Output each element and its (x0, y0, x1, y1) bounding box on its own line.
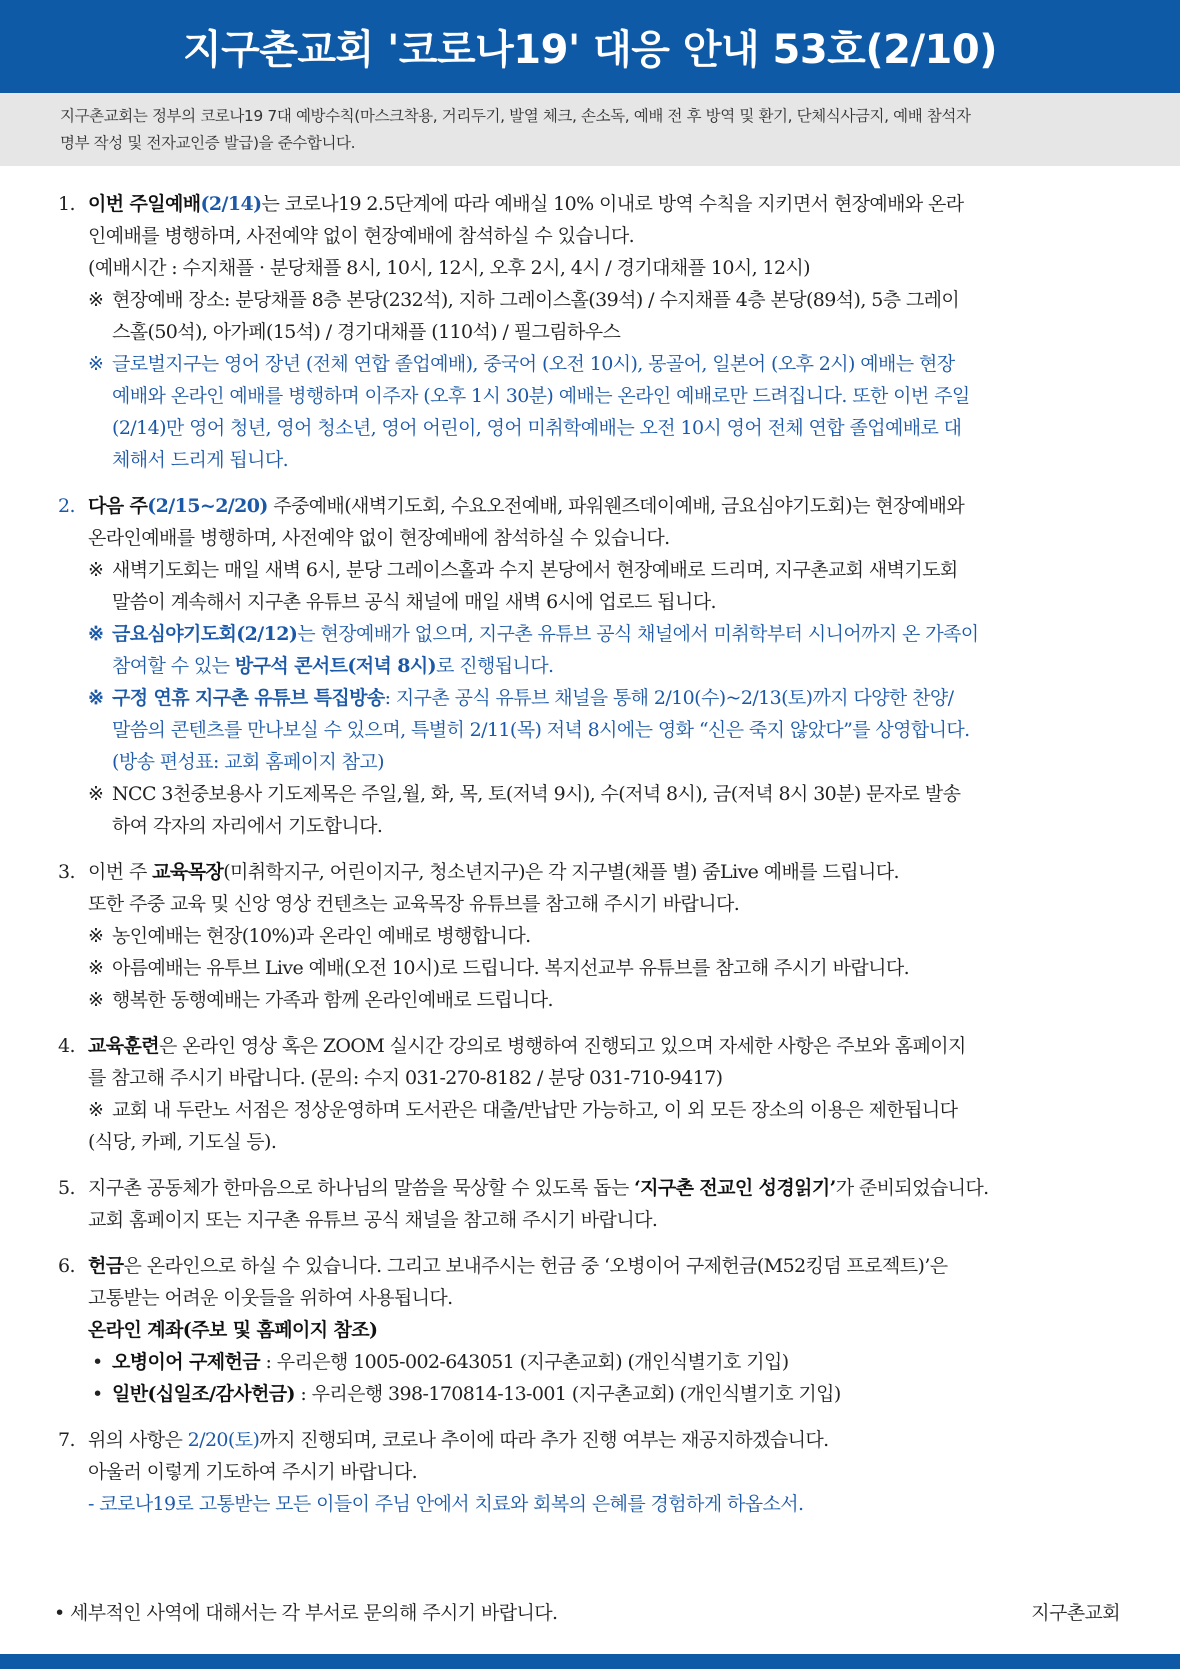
account-item: • 일반(십일조/감사헌금) : 우리은행 398-170814-13-001 (지구촌교회) (개인식별기호 기입) (88, 1378, 1128, 1410)
note-mark-icon: ※ (88, 687, 104, 709)
highlight-text: 헌금 (88, 1255, 124, 1277)
page-title: 지구촌교회 '코로나19' 대응 안내 53호(2/10) (0, 0, 1180, 93)
note-item: ※ NCC 3천중보용사 기도제목은 주일,월, 화, 목, 토(저녁 9시), 수(저녁 8시), 금(저녁 8시 30분) 문자로 발송 하여 각자의 자리에서 기도합니다. (88, 778, 1128, 842)
note-item: ※ 교회 내 두란노 서점은 정상운영하며 도서관은 대출/반납만 가능하고, 이 외 모든 장소의 이용은 제한됩니다 (88, 1094, 1128, 1126)
prayer-line: - 코로나19로 고통받는 모든 이들이 주님 안에서 치료와 회복의 은혜를 경험하게 하옵소서. (88, 1493, 804, 1515)
note-item-special: ※ 구정 연휴 지구촌 유튜브 특집방송: 지구촌 공식 유튜브 채널을 통해 2/10(수)~2/13(토)까지 다양한 찬양/ 말씀의 콘텐츠를 만나보실 수 있으며, 특별히 2/11(목) 저녁 8시에는 영화 “신은 죽지 않았다”를 상영합니다. (방송 편성표: 교회 홈페이지 참고) (88, 682, 1128, 778)
note-mark-icon: ※ (88, 353, 104, 375)
note-mark-icon: ※ (88, 559, 104, 581)
section-number: 4. (58, 1035, 75, 1057)
section-5: 5. 지구촌 공동체가 한마음으로 하나님의 말씀을 묵상할 수 있도록 돕는 ‘지구촌 전교인 성경읽기’가 준비되었습니다. 교회 홈페이지 또는 지구촌 유튜브 공식 채널을 참고해 주시기 바랍니다. (58, 1172, 1128, 1236)
announcement-list (58, 188, 1128, 1534)
account-item: • 오병이어 구제헌금 : 우리은행 1005-002-643051 (지구촌교회) (개인식별기호 기입) (88, 1346, 1128, 1378)
bullet-icon: • (92, 1383, 103, 1405)
section-number: 1. (58, 193, 75, 215)
service-times: (예배시간 : 수지채플 · 분당채플 8시, 10시, 12시, 오후 2시, 4시 / 경기대채플 10시, 12시) (88, 257, 810, 279)
note-item: ※ 농인예배는 현장(10%)과 온라인 예배로 병행합니다. (88, 920, 1128, 952)
note-mark-icon: ※ (88, 989, 104, 1011)
account-heading: 온라인 계좌(주보 및 홈페이지 참조) (88, 1319, 378, 1341)
section-4: 4. 교육훈련은 온라인 영상 혹은 ZOOM 실시간 강의로 병행하여 진행되고 있으며 자세한 사항은 주보와 홈페이지 를 참고해 주시기 바랍니다. (문의: 수지 031-270-8182 / 분당 031-710-9417) ※ 교회 내 두란노 서점은 정상운영하며 도서관은 대출/반납만 가능하고, 이 외 모든 장소의 이용은 제한됩니다 (식당, 카페, 기도실 등). (58, 1030, 1128, 1158)
section-7: 7. 위의 사항은 2/20(토)까지 진행되며, 코로나 추이에 따라 추가 진행 여부는 재공지하겠습니다. 아울러 이렇게 기도하여 주시기 바랍니다. - 코로나19로 고통받는 모든 이들이 주님 안에서 치료와 회복의 은혜를 경험하게 하옵소서. (58, 1424, 1128, 1520)
highlight-text: 다음 주 (88, 495, 148, 517)
note-item-friday: ※ 금요심야기도회(2/12)는 현장예배가 없으며, 지구촌 유튜브 공식 채널에서 미취학부터 시니어까지 온 가족이 참여할 수 있는 방구석 콘서트(저녁 8시)로 진행됩니다. (88, 618, 1128, 682)
section-number: 7. (58, 1429, 75, 1451)
note-item-global: ※ 글로벌지구는 영어 장년 (전체 연합 졸업예배), 중국어 (오전 10시), 몽골어, 일본어 (오후 2시) 예배는 현장 예배와 온라인 예배를 병행하며 이주자 (오후 1시 30분) 예배는 온라인 예배로만 드려집니다. 또한 이번 주일 (2/14)만 영어 청년, 영어 청소년, 영어 어린이, 영어 미취학예배는 오전 10시 영어 전체 연합 졸업예배로 대 체해서 드리게 됩니다. (88, 348, 1128, 476)
highlight-text: 교육훈련 (88, 1035, 160, 1057)
bottom-bar (0, 1654, 1180, 1669)
highlight-text: 교육목장 (152, 861, 224, 883)
note-mark-icon: ※ (88, 623, 104, 645)
highlight-text: ‘지구촌 전교인 성경읽기’ (634, 1177, 836, 1199)
section-2: 2. 다음 주(2/15~2/20) 주중예배(새벽기도회, 수요오전예배, 파워웬즈데이예배, 금요심야기도회)는 현장예배와 온라인예배를 병행하며, 사전예약 없이 현장예배에 참석하실 수 있습니다. ※ 새벽기도회는 매일 새벽 6시, 분당 그레이스홀과 수지 본당에서 현장예배로 드리며, 지구촌교회 새벽기도회 말씀이 계속해서 지구촌 유튜브 공식 채널에 매일 새벽 6시에 업로드 됩니다. ※ 금요심야기도회(2/12)는 현장예배가 없으며, 지구촌 유튜브 공식 채널에서 미취학부터 시니어까지 온 가족이 참여할 수 있는 방구석 콘서트(저녁 8시)로 진행됩니다. ※ 구정 연휴 지구촌 유튜브 특집방송: 지구촌 공식 유튜브 채널을 통해 2/10(수)~2/13(토)까지 다양한 찬양/ 말씀의 콘텐츠를 만나보실 수 있으며, 특별히 2/11(목) 저녁 8시에는 영화 “신은 죽지 않았다”를 상영합니다. (방송 편성표: 교회 홈페이지 참고) ※ NCC 3천중보용사 기도제목은 주일,월, 화, 목, 토(저녁 9시), 수(저녁 8시), 금(저녁 8시 30분) 문자로 발송 하여 각자의 자리에서 기도합니다. (58, 490, 1128, 842)
notice-box (0, 93, 1180, 166)
section-number: 3. (58, 861, 75, 883)
notice-line: 지구촌교회는 정부의 코로나19 7대 예방수칙(마스크착용, 거리두기, 발열 체크, 손소독, 예배 전 후 방역 및 환기, 단체식사금지, 예배 참석자 (60, 107, 971, 125)
note-mark-icon: ※ (88, 783, 104, 805)
note-mark-icon: ※ (88, 925, 104, 947)
notice-line: 명부 작성 및 전자교인증 발급)을 준수합니다. (60, 134, 356, 152)
bullet-icon: • (92, 1351, 103, 1373)
note-mark-icon: ※ (88, 957, 104, 979)
section-number: 5. (58, 1177, 75, 1199)
highlight-date: (2/14) (200, 193, 262, 215)
footer-signature: 지구촌교회 (1031, 1602, 1120, 1624)
section-number: 2. (58, 495, 75, 517)
section-6: 6. 헌금은 온라인으로 하실 수 있습니다. 그리고 보내주시는 헌금 중 ‘오병이어 구제헌금(M52킹덤 프로젝트)’은 고통받는 어려운 이웃들을 위하여 사용됩니다. 온라인 계좌(주보 및 홈페이지 참조) • 오병이어 구제헌금 : 우리은행 1005-002-643051 (지구촌교회) (개인식별기호 기입) • 일반(십일조/감사헌금) : 우리은행 398-170814-13-001 (지구촌교회) (개인식별기호 기입) (58, 1250, 1128, 1410)
highlight-text: 이번 주일예배 (88, 193, 201, 215)
note-item: ※ 행복한 동행예배는 가족과 함께 온라인예배로 드립니다. (88, 984, 1128, 1016)
note-mark-icon: ※ (88, 1099, 104, 1121)
note-item: ※ 아름예배는 유투브 Live 예배(오전 10시)로 드립니다. 복지선교부 유튜브를 참고해 주시기 바랍니다. (88, 952, 1128, 984)
highlight-date: (2/15~2/20) (147, 495, 268, 517)
section-number: 6. (58, 1255, 75, 1277)
section-3: 3. 이번 주 교육목장(미취학지구, 어린이지구, 청소년지구)은 각 지구별(채플 별) 줌Live 예배를 드립니다. 또한 주중 교육 및 신앙 영상 컨텐츠는 교육목장 유튜브를 참고해 주시기 바랍니다. ※ 농인예배는 현장(10%)과 온라인 예배로 병행합니다. ※ 아름예배는 유투브 Live 예배(오전 10시)로 드립니다. 복지선교부 유튜브를 참고해 주시기 바랍니다. ※ 행복한 동행예배는 가족과 함께 온라인예배로 드립니다. (58, 856, 1128, 1016)
footer-note: • 세부적인 사역에 대해서는 각 부서로 문의해 주시기 바랍니다. (54, 1602, 558, 1624)
highlight-date: 2/20(토) (187, 1429, 260, 1451)
note-item: ※ 새벽기도회는 매일 새벽 6시, 분당 그레이스홀과 수지 본당에서 현장예배로 드리며, 지구촌교회 새벽기도회 말씀이 계속해서 지구촌 유튜브 공식 채널에 매일 새벽 6시에 업로드 됩니다. (88, 554, 1128, 618)
section-1: 1. 이번 주일예배(2/14)는 코로나19 2.5단계에 따라 예배실 10% 이내로 방역 수칙을 지키면서 현장예배와 온라 인예배를 병행하며, 사전예약 없이 현장예배에 참석하실 수 있습니다. (예배시간 : 수지채플 · 분당채플 8시, 10시, 12시, 오후 2시, 4시 / 경기대채플 10시, 12시) ※ 현장예배 장소: 분당채플 8층 본당(232석), 지하 그레이스홀(39석) / 수지채플 4층 본당(89석), 5층 그레이 스홀(50석), 아가페(15석) / 경기대채플 (110석) / 필그림하우스 ※ 글로벌지구는 영어 장년 (전체 연합 졸업예배), 중국어 (오전 10시), 몽골어, 일본어 (오후 2시) 예배는 현장 예배와 온라인 예배를 병행하며 이주자 (오후 1시 30분) 예배는 온라인 예배로만 드려집니다. 또한 이번 주일 (2/14)만 영어 청년, 영어 청소년, 영어 어린이, 영어 미취학예배는 오전 10시 영어 전체 연합 졸업예배로 대 체해서 드리게 됩니다. (58, 188, 1128, 476)
note-item: ※ 현장예배 장소: 분당채플 8층 본당(232석), 지하 그레이스홀(39석) / 수지채플 4층 본당(89석), 5층 그레이 스홀(50석), 아가페(15석) / 경기대채플 (110석) / 필그림하우스 (88, 284, 1128, 348)
note-mark-icon: ※ (88, 289, 104, 311)
